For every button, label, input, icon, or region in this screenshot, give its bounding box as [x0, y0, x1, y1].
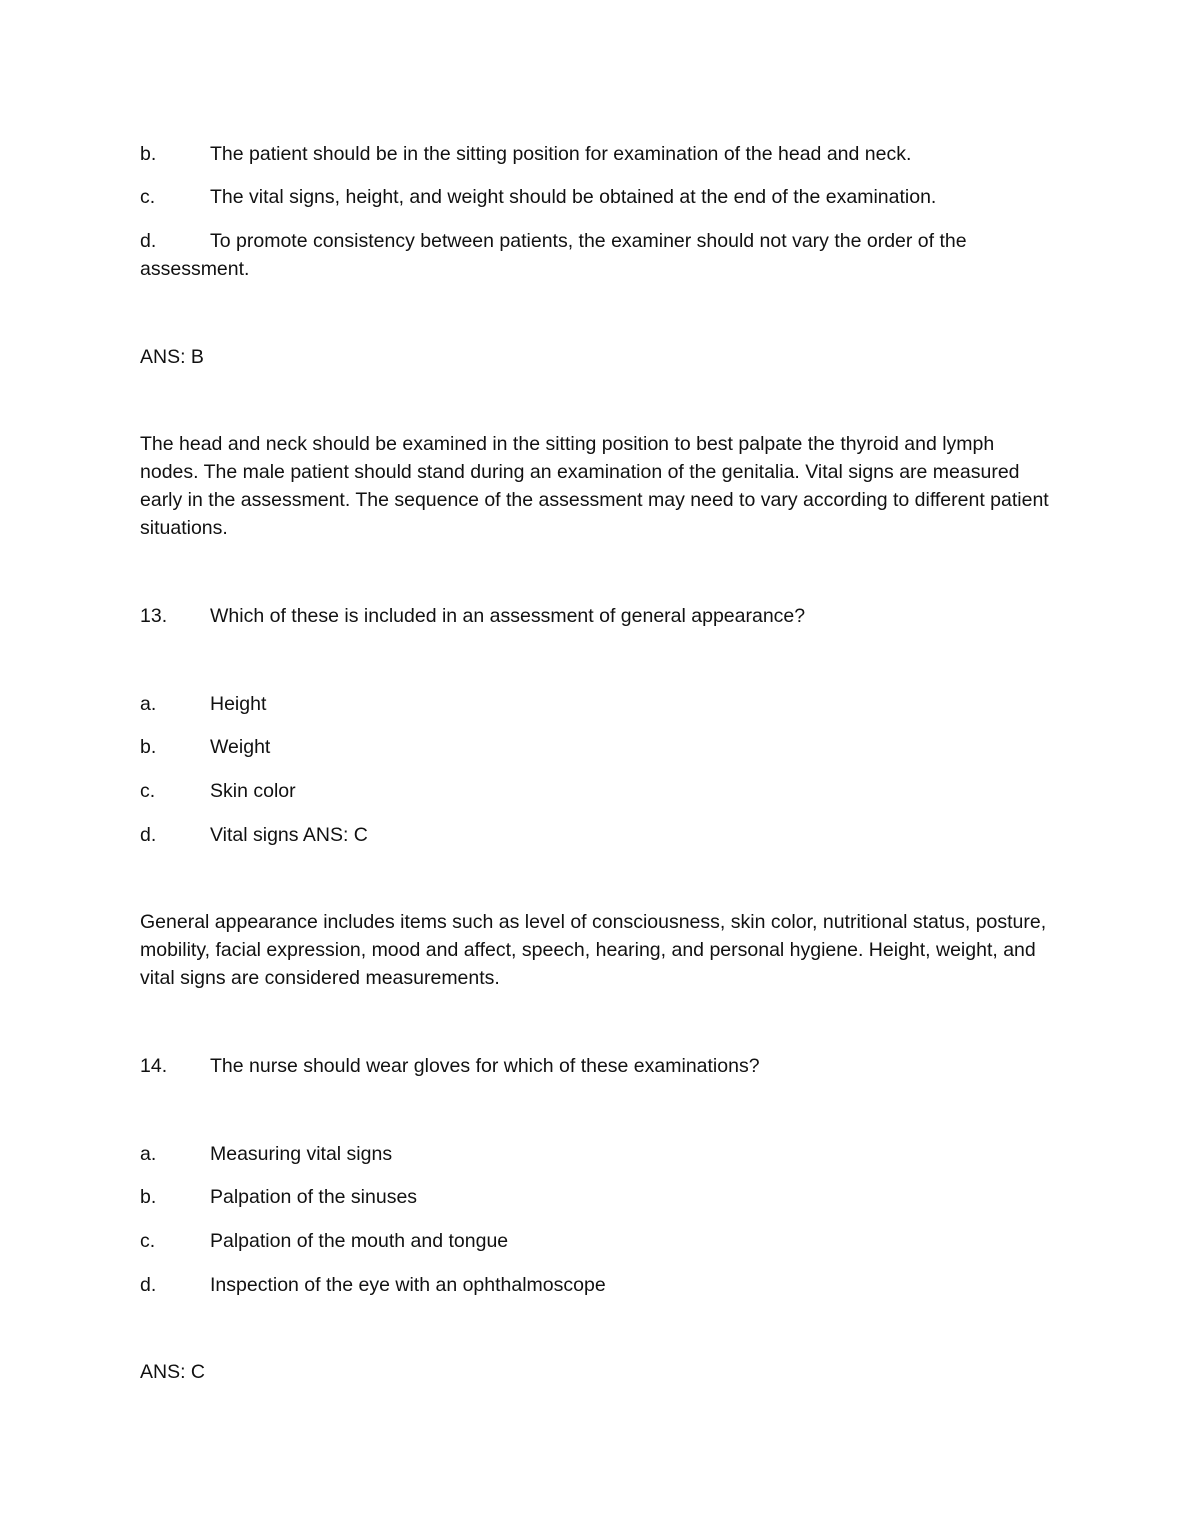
q14-answer: ANS: C [140, 1361, 206, 1383]
q13-option-b [140, 733, 1050, 761]
question-number: 13. [140, 605, 168, 627]
prev-rationale: The head and neck should be examined in the sitting position to best palpate the thyroid and lymph nodes. The male patient should stand during an examination of the genitalia. Vital signs are measured early in the assessment. The sequence of the assessment may need to vary according to different patient situations. [140, 433, 1049, 539]
option-text: Vital signs ANS: C [210, 824, 368, 846]
option-text: Inspection of the eye with an ophthalmoscope [210, 1274, 606, 1296]
prev-option-c [140, 183, 1050, 211]
prev-option-d-continuation: assessment. [140, 258, 250, 280]
option-label: d. [140, 230, 157, 252]
question-text: The nurse should wear gloves for which of these examinations? [210, 1055, 760, 1077]
option-label: b. [140, 1186, 157, 1208]
question-text: Which of these is included in an assessment of general appearance? [210, 605, 806, 627]
prev-option-d [140, 227, 1050, 255]
option-text: Palpation of the sinuses [210, 1186, 418, 1208]
question-number: 14. [140, 1055, 168, 1077]
q14-option-b [140, 1183, 1050, 1211]
option-label: a. [140, 693, 157, 715]
option-text: Measuring vital signs [210, 1143, 393, 1165]
option-label: b. [140, 143, 157, 165]
option-text: To promote consistency between patients, the examiner should not vary the order of the [210, 230, 967, 252]
option-label: c. [140, 780, 156, 802]
option-text: The vital signs, height, and weight should be obtained at the end of the examination. [210, 186, 937, 208]
q13-option-d [140, 821, 1050, 849]
option-label: a. [140, 1143, 157, 1165]
q14-option-a [140, 1140, 1050, 1168]
option-text: The patient should be in the sitting position for examination of the head and neck. [210, 143, 912, 165]
option-label: b. [140, 736, 157, 758]
option-label: c. [140, 1230, 156, 1252]
option-label: d. [140, 1274, 157, 1296]
option-text: Palpation of the mouth and tongue [210, 1230, 509, 1252]
option-text: Height [210, 693, 267, 715]
option-text: Weight [210, 736, 271, 758]
q14-option-d [140, 1271, 1050, 1299]
q13-option-a [140, 690, 1050, 718]
option-label: c. [140, 186, 156, 208]
prev-option-b [140, 140, 1050, 168]
option-text: Skin color [210, 780, 296, 802]
q13-rationale: General appearance includes items such as level of consciousness, skin color, nutritional status, posture, mobility, facial expression, mood and affect, speech, hearing, and personal hygiene. Height, weight, and vital signs are considered measurements. [140, 911, 1047, 989]
question-13-stem [140, 602, 1050, 630]
question-14-stem [140, 1052, 1050, 1080]
q14-option-c [140, 1227, 1050, 1255]
option-label: d. [140, 824, 157, 846]
q13-option-c [140, 777, 1050, 805]
prev-answer: ANS: B [140, 346, 204, 368]
